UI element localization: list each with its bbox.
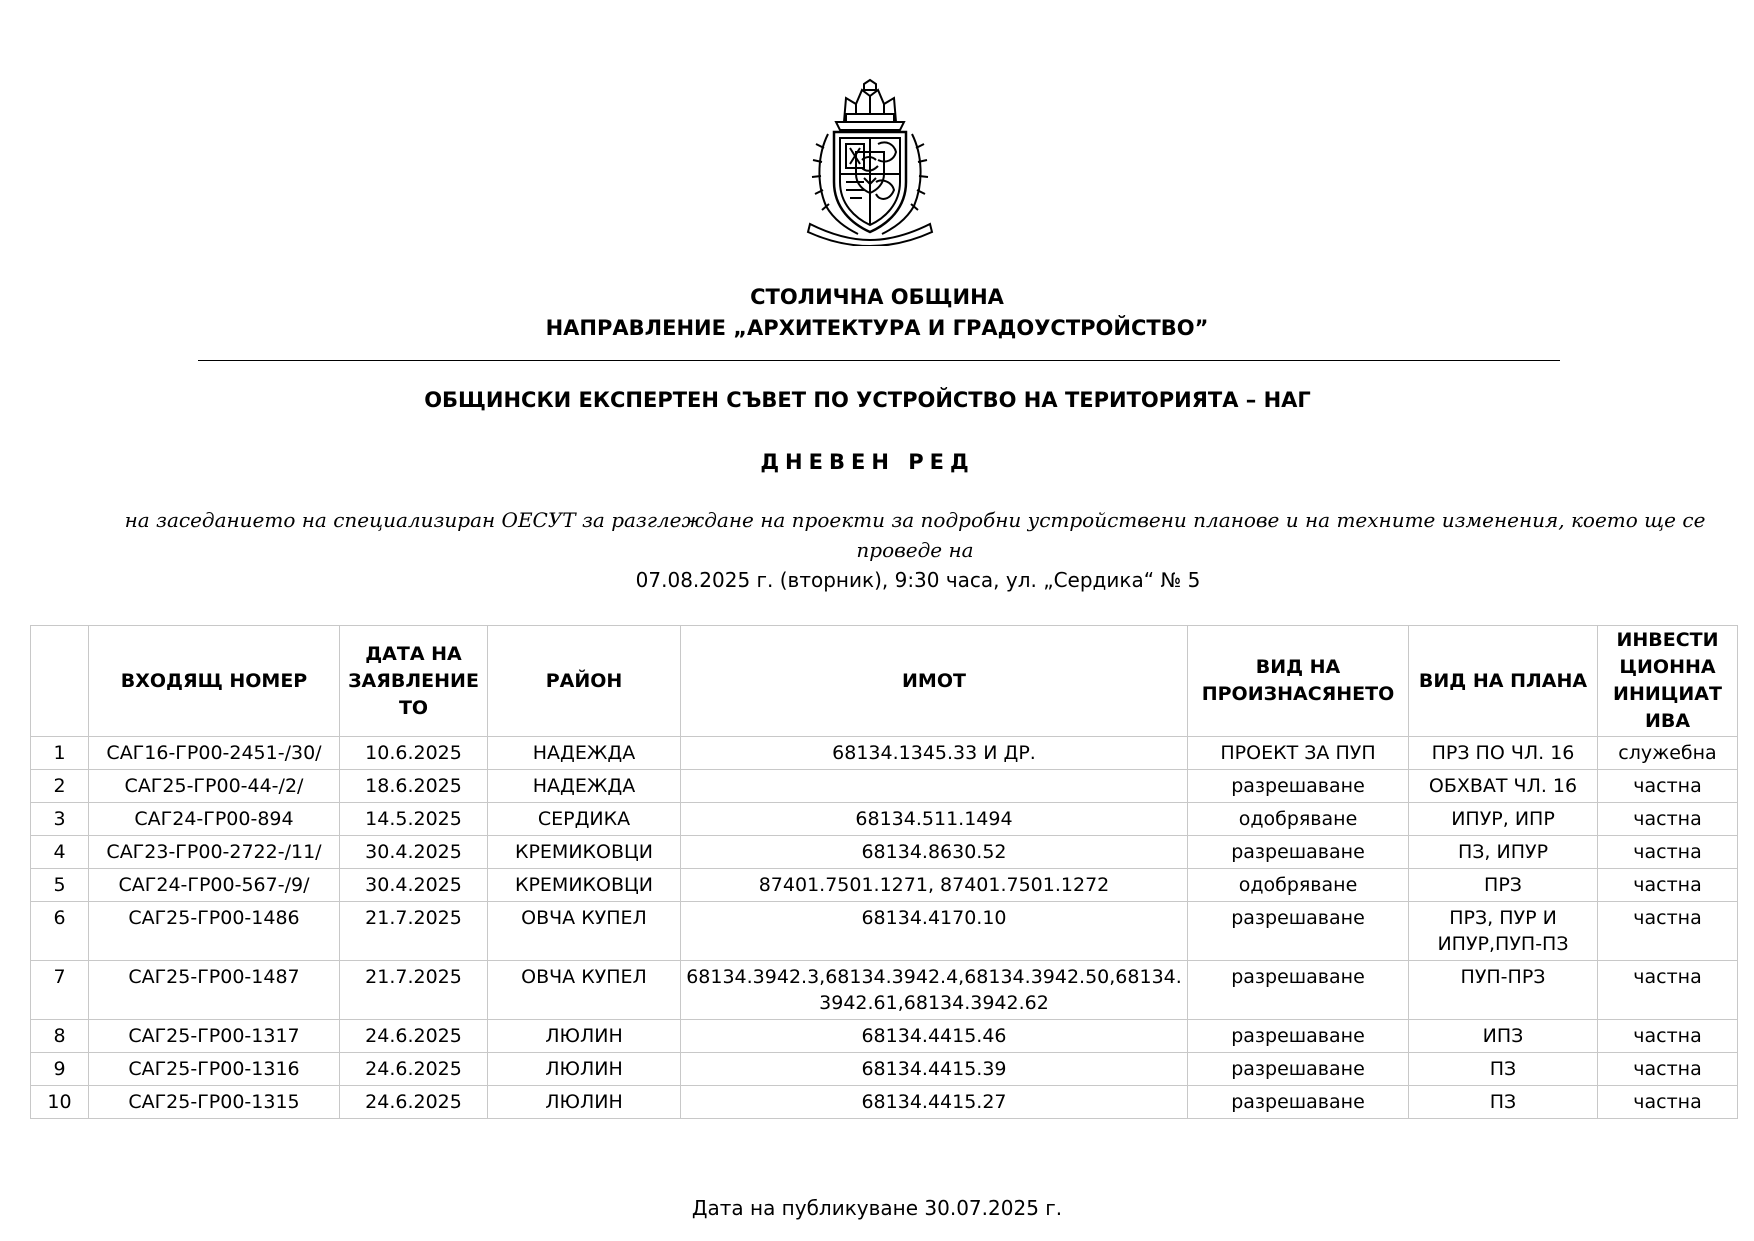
table-row: [31, 1086, 1738, 1119]
row-number: 5: [31, 869, 89, 902]
initiative: частна: [1598, 869, 1738, 902]
organization-name: СТОЛИЧНА ОБЩИНА: [750, 285, 1004, 309]
table-row: [31, 737, 1738, 770]
table-row: [31, 836, 1738, 869]
decision-type: разрешаване: [1188, 836, 1409, 869]
property: 87401.7501.1271, 87401.7501.1272: [681, 869, 1188, 902]
plan-type: ОБХВАТ ЧЛ. 16: [1409, 770, 1598, 803]
incoming-number: САГ23-ГР00-2722-/11/: [89, 836, 340, 869]
decision-type: разрешаване: [1188, 770, 1409, 803]
column-header-plan-type: ВИД НА ПЛАНА: [1409, 626, 1598, 737]
table-row: [31, 770, 1738, 803]
district: НАДЕЖДА: [488, 770, 681, 803]
table-header-row: [31, 626, 1738, 737]
application-date: 24.6.2025: [340, 1086, 488, 1119]
row-number: 8: [31, 1020, 89, 1053]
initiative: частна: [1598, 1053, 1738, 1086]
plan-type: ИПЗ: [1409, 1020, 1598, 1053]
initiative: частна: [1598, 770, 1738, 803]
incoming-number: САГ25-ГР00-1315: [89, 1086, 340, 1119]
publication-date: Дата на публикуване 30.07.2025 г.: [691, 1196, 1063, 1220]
property: 68134.8630.52: [681, 836, 1188, 869]
decision-type: одобряване: [1188, 803, 1409, 836]
property: [681, 770, 1188, 803]
row-number: 7: [31, 961, 89, 1020]
column-header-number: [31, 626, 89, 737]
plan-type: ПЗ: [1409, 1086, 1598, 1119]
row-number: 10: [31, 1086, 89, 1119]
district: НАДЕЖДА: [488, 737, 681, 770]
application-date: 30.4.2025: [340, 836, 488, 869]
agenda-title: ДНЕВЕН РЕД: [760, 450, 975, 474]
property: 68134.3942.3,68134.3942.4,68134.3942.50,68134.3942.61,68134.3942.62: [681, 961, 1188, 1020]
district: КРЕМИКОВЦИ: [488, 836, 681, 869]
initiative: частна: [1598, 902, 1738, 961]
decision-type: одобряване: [1188, 869, 1409, 902]
plan-type: ПЗ: [1409, 1053, 1598, 1086]
property: 68134.4415.27: [681, 1086, 1188, 1119]
plan-type: ПУП-ПРЗ: [1409, 961, 1598, 1020]
row-number: 4: [31, 836, 89, 869]
application-date: 14.5.2025: [340, 803, 488, 836]
row-number: 2: [31, 770, 89, 803]
initiative: частна: [1598, 961, 1738, 1020]
decision-type: разрешаване: [1188, 1053, 1409, 1086]
incoming-number: САГ25-ГР00-1316: [89, 1053, 340, 1086]
property: 68134.4415.46: [681, 1020, 1188, 1053]
district: ОВЧА КУПЕЛ: [488, 961, 681, 1020]
initiative: частна: [1598, 836, 1738, 869]
council-name: ОБЩИНСКИ ЕКСПЕРТЕН СЪВЕТ ПО УСТРОЙСТВО НА ТЕРИТОРИЯТА – НАГ: [424, 388, 1311, 412]
property: 68134.1345.33 И ДР.: [681, 737, 1188, 770]
district: СЕРДИКА: [488, 803, 681, 836]
plan-type: ИПУР, ИПР: [1409, 803, 1598, 836]
incoming-number: САГ25-ГР00-1317: [89, 1020, 340, 1053]
initiative: частна: [1598, 803, 1738, 836]
row-number: 1: [31, 737, 89, 770]
incoming-number: САГ16-ГР00-2451-/30/: [89, 737, 340, 770]
plan-type: ПРЗ, ПУР И ИПУР,ПУП-ПЗ: [1409, 902, 1598, 961]
plan-type: ПРЗ ПО ЧЛ. 16: [1409, 737, 1598, 770]
column-header-initiative: ИНВЕСТИ ЦИОННА ИНИЦИАТ ИВА: [1598, 626, 1738, 737]
column-header-property: ИМОТ: [681, 626, 1188, 737]
district: ЛЮЛИН: [488, 1086, 681, 1119]
property: 68134.4415.39: [681, 1053, 1188, 1086]
decision-type: ПРОЕКТ ЗА ПУП: [1188, 737, 1409, 770]
district: ОВЧА КУПЕЛ: [488, 902, 681, 961]
incoming-number: САГ24-ГР00-894: [89, 803, 340, 836]
header-divider: [198, 360, 1560, 361]
application-date: 21.7.2025: [340, 961, 488, 1020]
application-date: 18.6.2025: [340, 770, 488, 803]
agenda-table: [30, 625, 1738, 1119]
decision-type: разрешаване: [1188, 902, 1409, 961]
meeting-details: 07.08.2025 г. (вторник), 9:30 часа, ул. „Сердика“ № 5: [635, 568, 1201, 592]
department-name: НАПРАВЛЕНИЕ „АРХИТЕКТУРА И ГРАДОУСТРОЙСТВО”: [545, 316, 1209, 340]
initiative: служебна: [1598, 737, 1738, 770]
column-header-incoming-number: ВХОДЯЩ НОМЕР: [89, 626, 340, 737]
sofia-coat-of-arms-logo: [800, 78, 940, 246]
application-date: 21.7.2025: [340, 902, 488, 961]
row-number: 3: [31, 803, 89, 836]
property: 68134.511.1494: [681, 803, 1188, 836]
district: КРЕМИКОВЦИ: [488, 869, 681, 902]
district: ЛЮЛИН: [488, 1020, 681, 1053]
initiative: частна: [1598, 1086, 1738, 1119]
table-row: [31, 1020, 1738, 1053]
incoming-number: САГ25-ГР00-1487: [89, 961, 340, 1020]
incoming-number: САГ25-ГР00-44-/2/: [89, 770, 340, 803]
row-number: 9: [31, 1053, 89, 1086]
table-row: [31, 803, 1738, 836]
table-row: [31, 961, 1738, 1020]
table-row: [31, 902, 1738, 961]
column-header-application-date: ДАТА НА ЗАЯВЛЕНИЕ ТО: [340, 626, 488, 737]
incoming-number: САГ25-ГР00-1486: [89, 902, 340, 961]
decision-type: разрешаване: [1188, 1020, 1409, 1053]
application-date: 30.4.2025: [340, 869, 488, 902]
decision-type: разрешаване: [1188, 961, 1409, 1020]
table-row: [31, 869, 1738, 902]
initiative: частна: [1598, 1020, 1738, 1053]
row-number: 6: [31, 902, 89, 961]
table-row: [31, 1053, 1738, 1086]
property: 68134.4170.10: [681, 902, 1188, 961]
agenda-intro: на заседанието на специализиран ОЕСУТ за разглеждане на проекти за подробни устройствени планове и на техните изменения, което ще се проведе на: [124, 508, 1706, 562]
column-header-decision-type: ВИД НА ПРОИЗНАСЯНЕТО: [1188, 626, 1409, 737]
plan-type: ПРЗ: [1409, 869, 1598, 902]
application-date: 10.6.2025: [340, 737, 488, 770]
column-header-district: РАЙОН: [488, 626, 681, 737]
district: ЛЮЛИН: [488, 1053, 681, 1086]
decision-type: разрешаване: [1188, 1086, 1409, 1119]
plan-type: ПЗ, ИПУР: [1409, 836, 1598, 869]
application-date: 24.6.2025: [340, 1020, 488, 1053]
incoming-number: САГ24-ГР00-567-/9/: [89, 869, 340, 902]
application-date: 24.6.2025: [340, 1053, 488, 1086]
